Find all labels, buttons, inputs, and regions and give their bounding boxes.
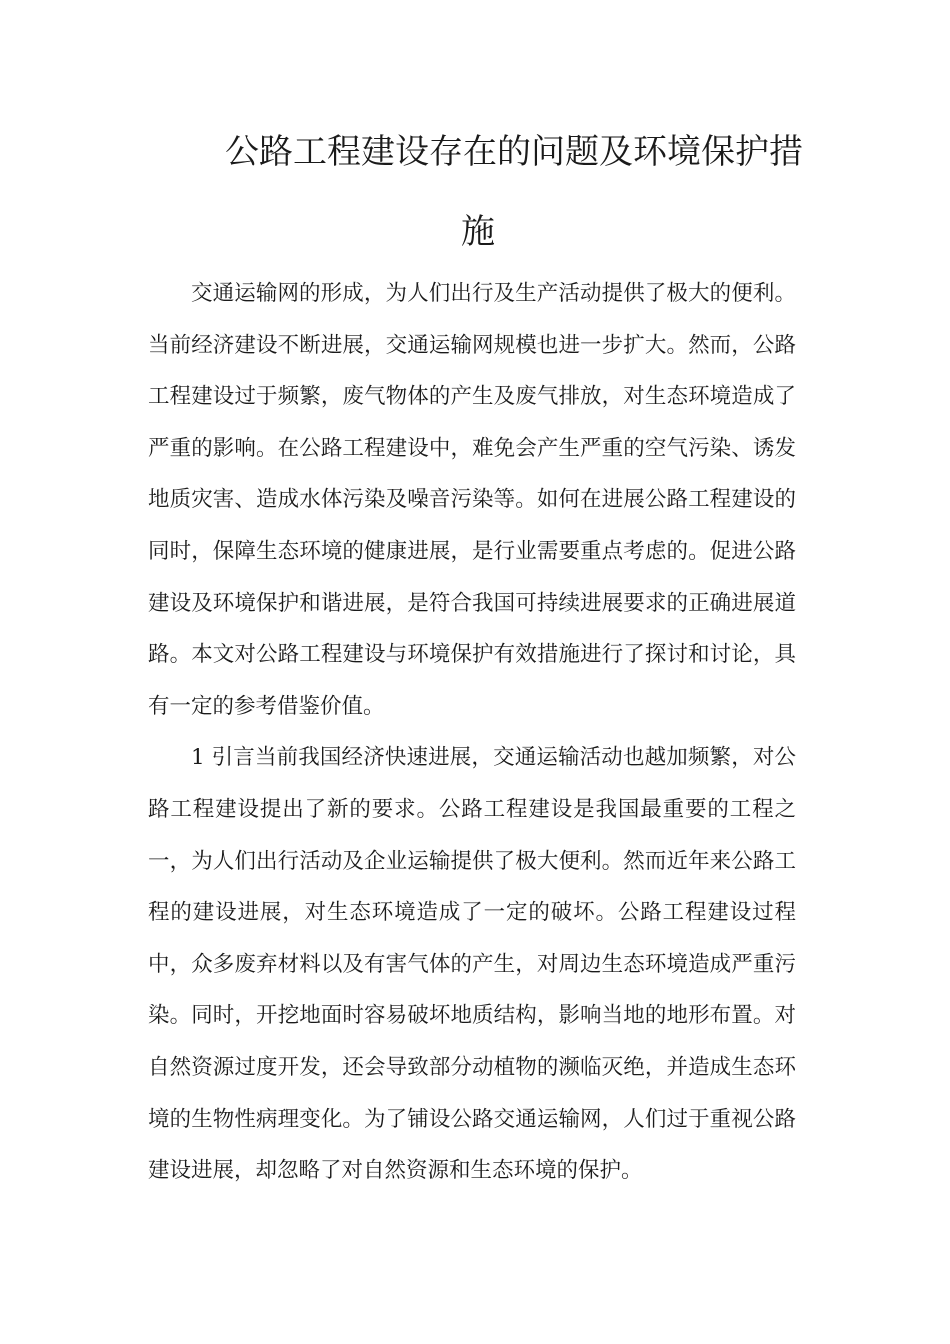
document-title-line-1: 公路工程建设存在的问题及环境保护措 (225, 132, 803, 172)
document-title-line-2: 施 (461, 212, 495, 252)
paragraph-section-1: 1 引言当前我国经济快速进展，交通运输活动也越加频繁，对公路工程建设提出了新的要求。公路工程建设是我国最重要的工程之一，为人们出行活动及企业运输提供了极大便利。然而近年来公路工程的建设进展，对生态环境造成了一定的破坏。公路工程建设过程中，众多废弃材料以及有害气体的产生，对周边生态环境造成严重污染。同时，开挖地面时容易破坏地质结构，影响当地的地形布置。对自然资源过度开发，还会导致部分动植物的濒临灭绝，并造成生态环境的生物性病理变化。为了铺设公路交通运输网，人们过于重视公路建设进展，却忽略了对自然资源和生态环境的保护。 (148, 745, 796, 1184)
document-body (148, 268, 796, 1197)
paragraph-intro: 交通运输网的形成，为人们出行及生产活动提供了极大的便利。当前经济建设不断进展，交通运输网规模也进一步扩大。然而，公路工程建设过于频繁，废气物体的产生及废气排放，对生态环境造成了严重的影响。在公路工程建设中，难免会产生严重的空气污染、诱发地质灾害、造成水体污染及噪音污染等。如何在进展公路工程建设的同时，保障生态环境的健康进展，是行业需要重点考虑的。促进公路建设及环境保护和谐进展，是符合我国可持续进展要求的正确进展道路。本文对公路工程建设与环境保护有效措施进行了探讨和讨论，具有一定的参考借鉴价值。 (148, 281, 796, 719)
document-title (148, 112, 808, 272)
